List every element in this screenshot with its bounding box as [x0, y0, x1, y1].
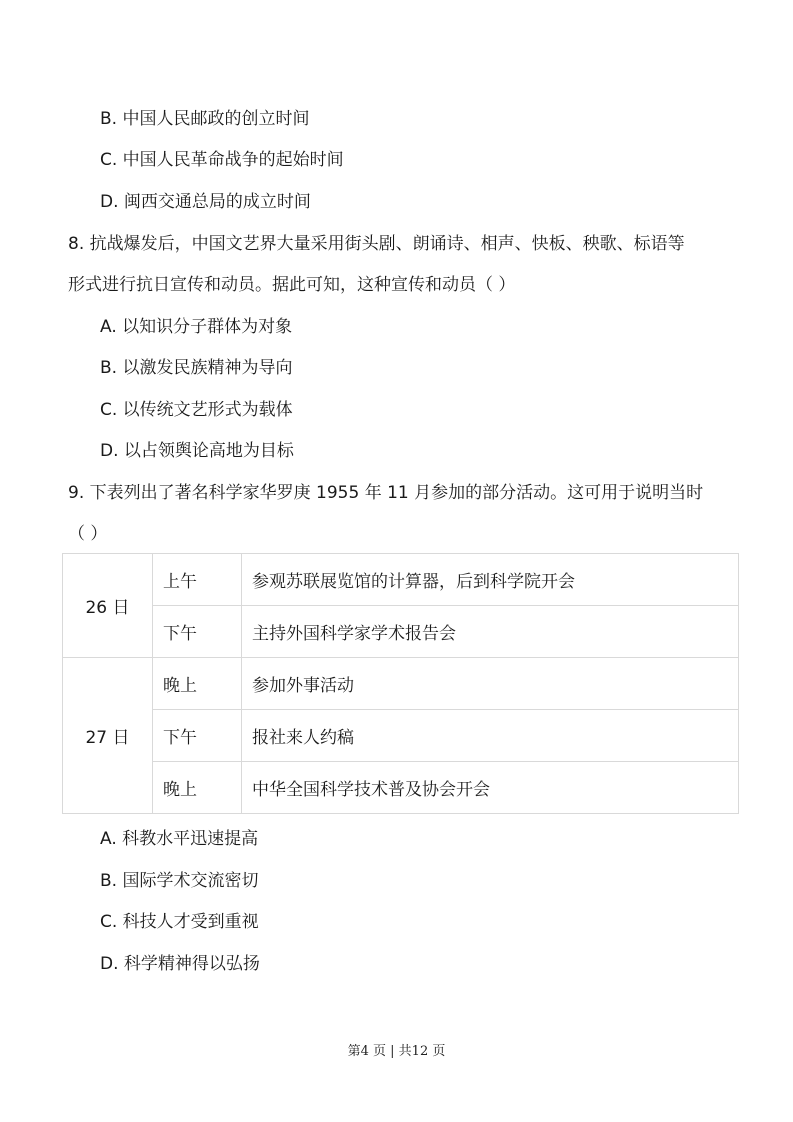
- activity-cell: 报社来人约稿: [242, 710, 739, 762]
- q9-stem-line1: 9. 下表列出了著名科学家华罗庚 1955 年 11 月参加的部分活动。这可用于说明当时: [68, 483, 704, 503]
- period-cell: 上午: [153, 554, 242, 606]
- period-cell: 晚上: [153, 762, 242, 814]
- table-row: [63, 658, 739, 710]
- day-cell-27: 27 日: [63, 658, 153, 814]
- q8-option-c: C. 以传统文艺形式为载体: [100, 400, 293, 420]
- activity-cell: 参观苏联展览馆的计算器，后到科学院开会: [242, 554, 739, 606]
- q9-option-b: B. 国际学术交流密切: [100, 871, 259, 891]
- q9-option-c: C. 科技人才受到重视: [100, 912, 259, 932]
- q9-stem-line2: （ ）: [68, 524, 108, 544]
- period-cell: 下午: [153, 606, 242, 658]
- q9-option-d: D. 科学精神得以弘扬: [100, 954, 260, 974]
- table-row: [63, 762, 739, 814]
- activity-cell: 中华全国科学技术普及协会开会: [242, 762, 739, 814]
- q8-option-b: B. 以激发民族精神为导向: [100, 358, 293, 378]
- activity-cell: 主持外国科学家学术报告会: [242, 606, 739, 658]
- table-row: [63, 710, 739, 762]
- q7-option-c: C. 中国人民革命战争的起始时间: [100, 150, 344, 170]
- q7-option-b: B. 中国人民邮政的创立时间: [100, 109, 310, 129]
- q8-option-d: D. 以占领舆论高地为目标: [100, 441, 294, 461]
- q9-option-a: A. 科教水平迅速提高: [100, 829, 259, 849]
- q7-option-d: D. 闽西交通总局的成立时间: [100, 192, 311, 212]
- table-row: [63, 606, 739, 658]
- q8-stem-line1: 8. 抗战爆发后，中国文艺界大量采用街头剧、朗诵诗、相声、快板、秧歌、标语等: [68, 234, 685, 254]
- q8-stem-line2: 形式进行抗日宣传和动员。据此可知，这种宣传和动员（ ）: [68, 275, 516, 295]
- page-footer: 第4 页 | 共12 页: [347, 1044, 446, 1059]
- day-cell-26: 26 日: [63, 554, 153, 658]
- period-cell: 下午: [153, 710, 242, 762]
- q8-option-a: A. 以知识分子群体为对象: [100, 317, 293, 337]
- activity-cell: 参加外事活动: [242, 658, 739, 710]
- period-cell: 晚上: [153, 658, 242, 710]
- table-row: [63, 554, 739, 606]
- schedule-table: [62, 553, 739, 814]
